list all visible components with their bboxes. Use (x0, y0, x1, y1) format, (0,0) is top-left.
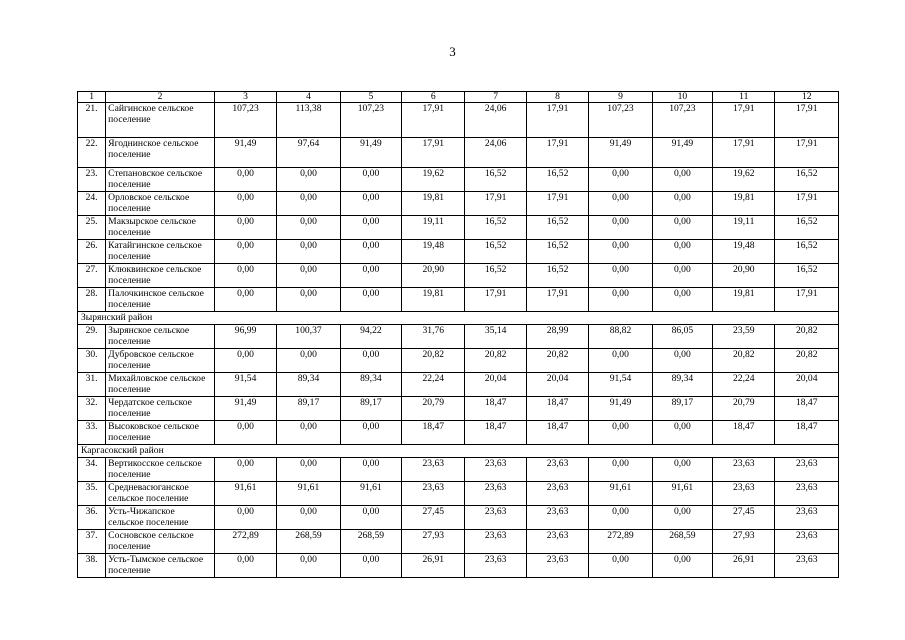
value-cell-col-12: 23,63 (775, 506, 839, 530)
value-cell-col-4: 91,61 (277, 482, 340, 506)
value-cell-col-10: 0,00 (652, 192, 712, 216)
value-cell-col-5: 0,00 (340, 240, 401, 264)
value-cell-col-7: 24,06 (465, 138, 526, 168)
settlement-name: Вертикосское сельское поселение (106, 458, 215, 482)
value-cell-col-7: 18,47 (465, 421, 526, 445)
value-cell-col-7: 35,14 (465, 325, 526, 349)
value-cell-col-9: 272,89 (589, 530, 652, 554)
value-cell-col-6: 20,79 (402, 397, 465, 421)
value-cell-col-12: 17,91 (775, 103, 839, 138)
value-cell-col-4: 0,00 (277, 458, 340, 482)
value-cell-col-5: 0,00 (340, 421, 401, 445)
value-cell-col-10: 0,00 (652, 554, 712, 578)
table-body (78, 92, 839, 578)
value-cell-col-9: 0,00 (589, 554, 652, 578)
value-cell-col-4: 0,00 (277, 264, 340, 288)
row-number: 29. (78, 325, 106, 349)
value-cell-col-11: 23,63 (713, 482, 775, 506)
settlement-name: Клюквинское сельское поселение (106, 264, 215, 288)
value-cell-col-11: 23,63 (713, 458, 775, 482)
settlement-name: Дубровское сельское поселение (106, 349, 215, 373)
value-cell-col-5: 91,49 (340, 138, 401, 168)
settlement-name: Михайловское сельское поселение (106, 373, 215, 397)
value-cell-col-10: 86,05 (652, 325, 712, 349)
value-cell-col-8: 17,91 (526, 138, 588, 168)
region-row (78, 445, 839, 458)
value-cell-col-7: 23,63 (465, 530, 526, 554)
value-cell-col-8: 28,99 (526, 325, 588, 349)
table-row (78, 288, 839, 312)
table-row (78, 349, 839, 373)
table-row (78, 325, 839, 349)
value-cell-col-8: 18,47 (526, 397, 588, 421)
value-cell-col-4: 89,17 (277, 397, 340, 421)
settlement-name: Сайгинское сельское поселение (106, 103, 215, 138)
value-cell-col-9: 91,61 (589, 482, 652, 506)
region-row (78, 312, 839, 325)
value-cell-col-8: 20,04 (526, 373, 588, 397)
page-number: 3 (449, 44, 456, 59)
value-cell-col-9: 0,00 (589, 288, 652, 312)
table-row (78, 138, 839, 168)
value-cell-col-4: 0,00 (277, 192, 340, 216)
row-number: 26. (78, 240, 106, 264)
row-number: 27. (78, 264, 106, 288)
table-row (78, 506, 839, 530)
settlement-name: Палочкинское сельское поселение (106, 288, 215, 312)
value-cell-col-3: 91,49 (214, 397, 276, 421)
region-label: Каргасокский район (78, 445, 839, 458)
value-cell-col-7: 18,47 (465, 397, 526, 421)
value-cell-col-12: 23,63 (775, 482, 839, 506)
value-cell-col-3: 0,00 (214, 264, 276, 288)
value-cell-col-6: 17,91 (402, 138, 465, 168)
value-cell-col-3: 0,00 (214, 554, 276, 578)
value-cell-col-11: 27,93 (713, 530, 775, 554)
value-cell-col-6: 22,24 (402, 373, 465, 397)
value-cell-col-7: 20,04 (465, 373, 526, 397)
table-row (78, 168, 839, 192)
value-cell-col-6: 31,76 (402, 325, 465, 349)
value-cell-col-8: 17,91 (526, 288, 588, 312)
value-cell-col-4: 100,37 (277, 325, 340, 349)
value-cell-col-8: 17,91 (526, 103, 588, 138)
row-number: 33. (78, 421, 106, 445)
value-cell-col-5: 0,00 (340, 554, 401, 578)
value-cell-col-5: 94,22 (340, 325, 401, 349)
value-cell-col-6: 19,81 (402, 288, 465, 312)
value-cell-col-11: 23,59 (713, 325, 775, 349)
table-row (78, 373, 839, 397)
table-row (78, 482, 839, 506)
column-header: 6 (402, 92, 465, 103)
value-cell-col-10: 91,49 (652, 138, 712, 168)
value-cell-col-11: 19,48 (713, 240, 775, 264)
row-number: 25. (78, 216, 106, 240)
row-number: 32. (78, 397, 106, 421)
value-cell-col-12: 17,91 (775, 192, 839, 216)
value-cell-col-10: 107,23 (652, 103, 712, 138)
value-cell-col-11: 20,90 (713, 264, 775, 288)
value-cell-col-12: 17,91 (775, 138, 839, 168)
value-cell-col-8: 23,63 (526, 530, 588, 554)
value-cell-col-6: 23,63 (402, 482, 465, 506)
value-cell-col-4: 89,34 (277, 373, 340, 397)
column-header: 11 (713, 92, 775, 103)
value-cell-col-11: 22,24 (713, 373, 775, 397)
column-header: 4 (277, 92, 340, 103)
value-cell-col-10: 91,61 (652, 482, 712, 506)
value-cell-col-6: 19,81 (402, 192, 465, 216)
value-cell-col-3: 0,00 (214, 458, 276, 482)
settlement-name: Усть-Чижапское сельское поселение (106, 506, 215, 530)
settlement-name: Усть-Тымское сельское поселение (106, 554, 215, 578)
value-cell-col-10: 0,00 (652, 240, 712, 264)
value-cell-col-9: 91,54 (589, 373, 652, 397)
settlement-name: Сосновское сельское поселение (106, 530, 215, 554)
column-header: 2 (106, 92, 215, 103)
column-number-header-row (78, 92, 839, 103)
value-cell-col-9: 88,82 (589, 325, 652, 349)
value-cell-col-4: 0,00 (277, 216, 340, 240)
value-cell-col-9: 91,49 (589, 397, 652, 421)
value-cell-col-11: 17,91 (713, 138, 775, 168)
row-number: 24. (78, 192, 106, 216)
value-cell-col-6: 19,11 (402, 216, 465, 240)
table-row (78, 554, 839, 578)
value-cell-col-9: 0,00 (589, 506, 652, 530)
value-cell-col-11: 20,82 (713, 349, 775, 373)
value-cell-col-6: 27,93 (402, 530, 465, 554)
value-cell-col-4: 0,00 (277, 288, 340, 312)
table-row (78, 458, 839, 482)
settlement-name: Орловское сельское поселение (106, 192, 215, 216)
settlement-name: Чердатское сельское поселение (106, 397, 215, 421)
column-header: 5 (340, 92, 401, 103)
value-cell-col-10: 0,00 (652, 288, 712, 312)
tariff-table (77, 91, 839, 578)
value-cell-col-6: 19,62 (402, 168, 465, 192)
value-cell-col-12: 23,63 (775, 554, 839, 578)
value-cell-col-8: 17,91 (526, 192, 588, 216)
value-cell-col-4: 0,00 (277, 506, 340, 530)
value-cell-col-3: 91,49 (214, 138, 276, 168)
value-cell-col-10: 0,00 (652, 168, 712, 192)
value-cell-col-8: 23,63 (526, 554, 588, 578)
value-cell-col-3: 0,00 (214, 240, 276, 264)
row-number: 35. (78, 482, 106, 506)
value-cell-col-6: 26,91 (402, 554, 465, 578)
value-cell-col-7: 23,63 (465, 482, 526, 506)
value-cell-col-9: 0,00 (589, 349, 652, 373)
table-row (78, 421, 839, 445)
value-cell-col-6: 23,63 (402, 458, 465, 482)
value-cell-col-12: 18,47 (775, 421, 839, 445)
value-cell-col-8: 16,52 (526, 240, 588, 264)
table-row (78, 240, 839, 264)
value-cell-col-10: 0,00 (652, 458, 712, 482)
settlement-name: Макзырское сельское поселение (106, 216, 215, 240)
column-header: 9 (589, 92, 652, 103)
value-cell-col-6: 18,47 (402, 421, 465, 445)
value-cell-col-11: 27,45 (713, 506, 775, 530)
value-cell-col-7: 23,63 (465, 554, 526, 578)
value-cell-col-10: 89,34 (652, 373, 712, 397)
value-cell-col-3: 0,00 (214, 288, 276, 312)
column-header: 12 (775, 92, 839, 103)
settlement-name: Ягоднинское сельское поселение (106, 138, 215, 168)
value-cell-col-3: 0,00 (214, 216, 276, 240)
value-cell-col-12: 23,63 (775, 458, 839, 482)
value-cell-col-9: 0,00 (589, 216, 652, 240)
row-number: 30. (78, 349, 106, 373)
value-cell-col-10: 0,00 (652, 264, 712, 288)
value-cell-col-12: 20,82 (775, 349, 839, 373)
value-cell-col-5: 0,00 (340, 192, 401, 216)
value-cell-col-5: 0,00 (340, 216, 401, 240)
value-cell-col-7: 16,52 (465, 216, 526, 240)
value-cell-col-3: 0,00 (214, 168, 276, 192)
settlement-name: Катайгинское сельское поселение (106, 240, 215, 264)
row-number: 22. (78, 138, 106, 168)
table-row (78, 397, 839, 421)
table-row (78, 192, 839, 216)
value-cell-col-11: 17,91 (713, 103, 775, 138)
value-cell-col-6: 19,48 (402, 240, 465, 264)
value-cell-col-12: 18,47 (775, 397, 839, 421)
value-cell-col-12: 16,52 (775, 240, 839, 264)
row-number: 28. (78, 288, 106, 312)
value-cell-col-8: 23,63 (526, 506, 588, 530)
value-cell-col-5: 0,00 (340, 349, 401, 373)
column-header: 3 (214, 92, 276, 103)
value-cell-col-4: 0,00 (277, 554, 340, 578)
value-cell-col-8: 20,82 (526, 349, 588, 373)
value-cell-col-6: 27,45 (402, 506, 465, 530)
value-cell-col-4: 268,59 (277, 530, 340, 554)
value-cell-col-8: 23,63 (526, 458, 588, 482)
value-cell-col-7: 23,63 (465, 506, 526, 530)
value-cell-col-8: 23,63 (526, 482, 588, 506)
value-cell-col-9: 91,49 (589, 138, 652, 168)
value-cell-col-9: 0,00 (589, 168, 652, 192)
value-cell-col-6: 20,90 (402, 264, 465, 288)
value-cell-col-5: 0,00 (340, 264, 401, 288)
value-cell-col-8: 16,52 (526, 264, 588, 288)
value-cell-col-12: 23,63 (775, 530, 839, 554)
value-cell-col-7: 16,52 (465, 264, 526, 288)
value-cell-col-7: 23,63 (465, 458, 526, 482)
row-number: 34. (78, 458, 106, 482)
value-cell-col-10: 0,00 (652, 216, 712, 240)
table-row (78, 103, 839, 138)
row-number: 36. (78, 506, 106, 530)
value-cell-col-11: 18,47 (713, 421, 775, 445)
value-cell-col-11: 19,81 (713, 192, 775, 216)
value-cell-col-12: 20,82 (775, 325, 839, 349)
value-cell-col-5: 107,23 (340, 103, 401, 138)
row-number: 21. (78, 103, 106, 138)
value-cell-col-4: 0,00 (277, 168, 340, 192)
row-number: 31. (78, 373, 106, 397)
row-number: 23. (78, 168, 106, 192)
value-cell-col-11: 20,79 (713, 397, 775, 421)
value-cell-col-10: 89,17 (652, 397, 712, 421)
value-cell-col-10: 0,00 (652, 506, 712, 530)
value-cell-col-5: 0,00 (340, 506, 401, 530)
value-cell-col-5: 0,00 (340, 288, 401, 312)
value-cell-col-5: 0,00 (340, 168, 401, 192)
value-cell-col-6: 17,91 (402, 103, 465, 138)
value-cell-col-11: 26,91 (713, 554, 775, 578)
value-cell-col-12: 17,91 (775, 288, 839, 312)
value-cell-col-3: 91,61 (214, 482, 276, 506)
value-cell-col-9: 0,00 (589, 421, 652, 445)
value-cell-col-4: 0,00 (277, 349, 340, 373)
value-cell-col-11: 19,62 (713, 168, 775, 192)
value-cell-col-5: 0,00 (340, 458, 401, 482)
row-number: 37. (78, 530, 106, 554)
value-cell-col-7: 16,52 (465, 168, 526, 192)
value-cell-col-4: 0,00 (277, 421, 340, 445)
value-cell-col-7: 16,52 (465, 240, 526, 264)
value-cell-col-8: 16,52 (526, 168, 588, 192)
value-cell-col-12: 16,52 (775, 264, 839, 288)
value-cell-col-5: 89,34 (340, 373, 401, 397)
value-cell-col-8: 16,52 (526, 216, 588, 240)
value-cell-col-3: 96,99 (214, 325, 276, 349)
settlement-name: Высоковское сельское поселение (106, 421, 215, 445)
value-cell-col-3: 272,89 (214, 530, 276, 554)
column-header: 10 (652, 92, 712, 103)
value-cell-col-9: 0,00 (589, 240, 652, 264)
value-cell-col-7: 20,82 (465, 349, 526, 373)
value-cell-col-11: 19,81 (713, 288, 775, 312)
value-cell-col-9: 0,00 (589, 192, 652, 216)
column-header: 1 (78, 92, 106, 103)
column-header: 8 (526, 92, 588, 103)
value-cell-col-4: 113,38 (277, 103, 340, 138)
value-cell-col-10: 0,00 (652, 349, 712, 373)
table-row (78, 264, 839, 288)
value-cell-col-4: 97,64 (277, 138, 340, 168)
value-cell-col-3: 0,00 (214, 192, 276, 216)
row-number: 38. (78, 554, 106, 578)
value-cell-col-7: 17,91 (465, 288, 526, 312)
value-cell-col-7: 24,06 (465, 103, 526, 138)
value-cell-col-7: 17,91 (465, 192, 526, 216)
column-header: 7 (465, 92, 526, 103)
settlement-name: Зырянское сельское поселение (106, 325, 215, 349)
value-cell-col-6: 20,82 (402, 349, 465, 373)
value-cell-col-4: 0,00 (277, 240, 340, 264)
table-row (78, 216, 839, 240)
table-row (78, 530, 839, 554)
value-cell-col-9: 0,00 (589, 458, 652, 482)
value-cell-col-12: 20,04 (775, 373, 839, 397)
value-cell-col-3: 0,00 (214, 421, 276, 445)
value-cell-col-3: 0,00 (214, 506, 276, 530)
region-label: Зырянский район (78, 312, 839, 325)
value-cell-col-12: 16,52 (775, 216, 839, 240)
value-cell-col-5: 91,61 (340, 482, 401, 506)
value-cell-col-3: 91,54 (214, 373, 276, 397)
value-cell-col-9: 0,00 (589, 264, 652, 288)
settlement-name: Средневасюганское сельское поселение (106, 482, 215, 506)
value-cell-col-5: 268,59 (340, 530, 401, 554)
value-cell-col-12: 16,52 (775, 168, 839, 192)
value-cell-col-10: 0,00 (652, 421, 712, 445)
value-cell-col-9: 107,23 (589, 103, 652, 138)
value-cell-col-3: 0,00 (214, 349, 276, 373)
value-cell-col-3: 107,23 (214, 103, 276, 138)
value-cell-col-8: 18,47 (526, 421, 588, 445)
value-cell-col-11: 19,11 (713, 216, 775, 240)
value-cell-col-5: 89,17 (340, 397, 401, 421)
value-cell-col-10: 268,59 (652, 530, 712, 554)
settlement-name: Степановское сельское поселение (106, 168, 215, 192)
